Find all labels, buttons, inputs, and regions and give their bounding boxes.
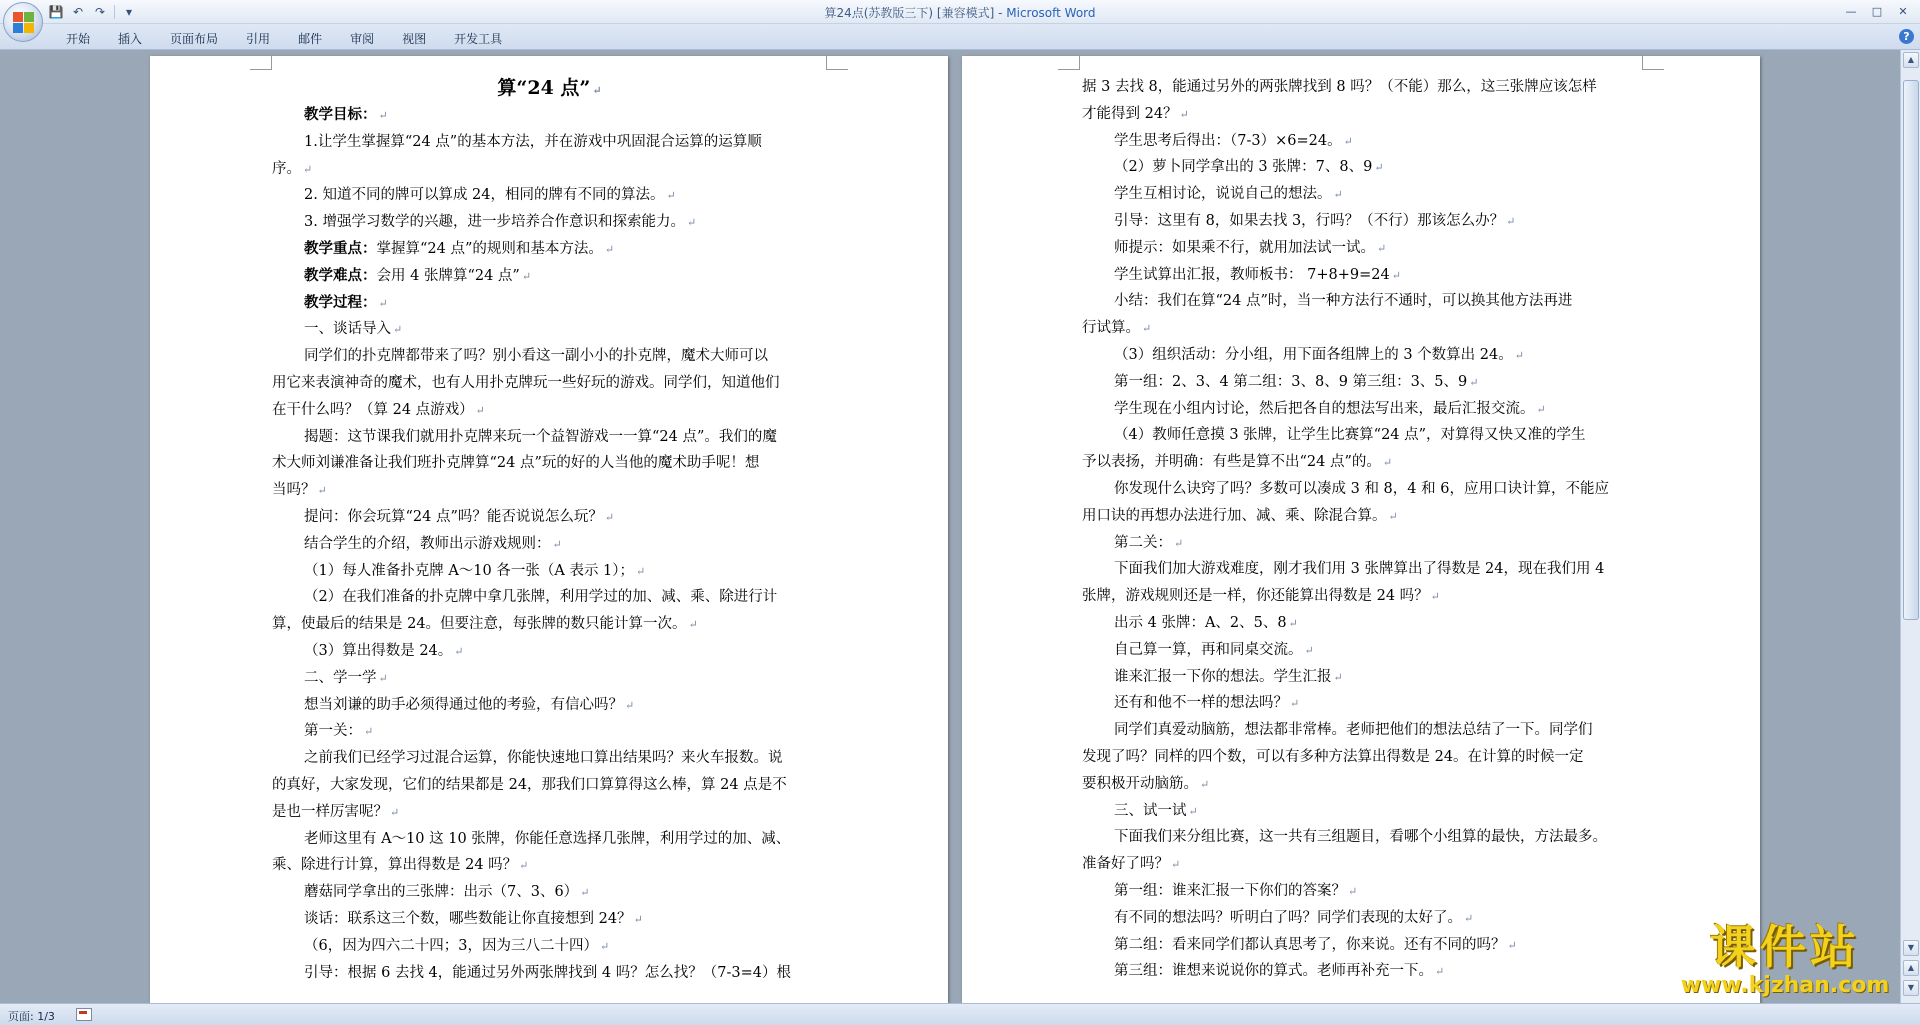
paragraph-mark: ↵	[1430, 590, 1440, 604]
line-text: 教学过程：	[304, 293, 377, 311]
paragraph-mark: ↵	[552, 537, 562, 551]
line-body: 会用 4 张牌算“24 点”	[376, 267, 520, 284]
document-line	[1082, 208, 1637, 235]
document-line	[1082, 530, 1637, 557]
title-separator: -	[998, 6, 1007, 20]
line-text: 第二关：	[1114, 534, 1172, 551]
paragraph-mark: ↵	[1374, 161, 1384, 175]
paragraph-mark: ↵	[378, 296, 388, 310]
paragraph-mark: ↵	[393, 323, 403, 337]
document-line	[1082, 74, 1637, 101]
document-title: 算24点(苏教版三下) [兼容模式]	[824, 6, 995, 20]
line-text: 在干什么吗？（算 24 点游戏）	[272, 401, 474, 418]
line-text: 第三组：谁想来说说你的算式。老师再补充一下。	[1114, 963, 1433, 980]
document-line	[272, 182, 827, 209]
paragraph-mark: ↵	[1290, 697, 1300, 711]
document-line	[272, 504, 827, 531]
document-line	[1082, 905, 1637, 932]
ribbon-tab[interactable]: 开发工具	[454, 32, 503, 46]
document-area[interactable]	[0, 50, 1900, 1003]
ribbon-tab[interactable]: 页面布局	[170, 32, 219, 46]
document-line	[272, 960, 827, 987]
line-text: 才能得到 24？	[1082, 105, 1178, 122]
document-line	[272, 290, 827, 317]
paragraph-mark: ↵	[454, 644, 464, 658]
document-line	[1082, 235, 1637, 262]
line-text: 蘑菇同学拿出的三张牌：出示（7、3、6）	[304, 884, 579, 901]
scroll-up-icon[interactable]: ▲	[1903, 52, 1919, 68]
office-button[interactable]	[3, 2, 43, 42]
paragraph-mark: ↵	[686, 216, 697, 230]
document-line	[1082, 262, 1637, 289]
document-heading	[272, 74, 827, 102]
document-line	[272, 692, 827, 719]
line-text: 学生思考后得出：（7-3）×6=24。	[1114, 132, 1342, 149]
paragraph-mark: ↵	[475, 403, 485, 417]
line-text: 同学们真爱动脑筋，想法都非常棒。老师把他们的想法总结了一下。同学们	[1114, 722, 1593, 739]
document-line	[272, 209, 827, 236]
window-title	[0, 4, 1920, 21]
line-text: 是也一样厉害呢？	[272, 803, 388, 820]
line-text: 教学目标：	[304, 106, 377, 123]
office-logo-icon	[13, 12, 35, 34]
undo-icon[interactable]: ↶	[72, 5, 84, 19]
paragraph-mark: ↵	[378, 671, 388, 685]
document-line	[272, 424, 827, 451]
document-line	[272, 370, 827, 397]
paragraph-mark: ↵	[1304, 643, 1314, 657]
document-line	[272, 236, 827, 263]
paragraph-mark: ↵	[604, 242, 615, 256]
line-text: 序。	[272, 160, 301, 177]
line-text: 予以表扬，并明确：有些是算不出“24 点”的。	[1082, 454, 1381, 471]
line-text: 据 3 去找 8，能通过另外的两张牌找到 8 吗？（不能）那么，这三张牌应该怎样	[1082, 79, 1597, 95]
document-line	[1082, 101, 1637, 128]
minimize-icon[interactable]: —	[1845, 4, 1857, 18]
paragraph-mark: ↵	[592, 84, 602, 97]
ribbon	[0, 24, 1920, 50]
paragraph-mark: ↵	[521, 269, 532, 283]
line-text: 自己算一算，再和同桌交流。	[1114, 641, 1303, 658]
line-text: （3）算出得数是 24。	[304, 642, 453, 659]
ribbon-tab[interactable]: 邮件	[298, 32, 323, 46]
document-line	[1082, 637, 1637, 664]
document-line	[272, 799, 827, 826]
line-text: 还有和他不一样的想法吗？	[1114, 695, 1288, 712]
page-indicator[interactable]: 页面: 1/3	[8, 1010, 55, 1023]
document-line	[272, 665, 827, 692]
document-line	[272, 477, 827, 504]
paragraph-mark: ↵	[390, 805, 400, 819]
line-text: 第二组：看来同学们都认真思考了，你来说。还有不同的吗？	[1114, 936, 1506, 953]
paragraph-mark: ↵	[666, 189, 676, 203]
line-text: 学生试算出汇报，教师板书： 7+8+9=24	[1114, 266, 1390, 283]
line-text: 行试算。	[1082, 320, 1140, 337]
line-text: 揭题：这节课我们就用扑克牌来玩一个益智游戏一一算“24 点”。我们的魔	[304, 428, 777, 445]
document-line	[272, 584, 827, 611]
line-text: 3. 增强学习数学的兴趣，进一步培养合作意识和探索能力。	[304, 214, 685, 231]
document-line	[272, 638, 827, 665]
line-text: 学生现在小组内讨论，然后把各自的想法写出来，最后汇报交流。	[1114, 400, 1535, 417]
line-text: 三、试一试	[1114, 802, 1187, 819]
document-line	[1082, 824, 1637, 851]
document-line	[272, 450, 827, 477]
ribbon-tab[interactable]: 开始	[66, 32, 91, 46]
document-line	[1082, 771, 1637, 798]
page-content	[272, 74, 827, 986]
document-line	[1082, 396, 1637, 423]
document-line	[272, 906, 827, 933]
paragraph-mark: ↵	[1171, 858, 1181, 872]
paragraph-mark: ↵	[1391, 268, 1401, 282]
vertical-scrollbar[interactable]	[1900, 50, 1920, 1003]
line-text: 准备好了吗？	[1082, 856, 1169, 873]
document-line	[272, 852, 827, 879]
close-icon[interactable]: ✕	[1898, 4, 1908, 18]
line-text: 想当刘谦的助手必须得通过他的考验，有信心吗？	[304, 696, 623, 713]
paragraph-mark: ↵	[1507, 938, 1517, 952]
help-icon[interactable]: ?	[1899, 29, 1914, 44]
paragraph-mark: ↵	[1469, 375, 1479, 389]
line-text: 的真好，大家发现，它们的结果都是 24，那我们口算算得这么棒，算 24 点是不	[272, 776, 787, 793]
line-text: 第一关：	[304, 723, 362, 740]
next-page-icon[interactable]: ▼	[1903, 980, 1919, 996]
maximize-icon[interactable]: □	[1871, 4, 1883, 18]
status-bar	[0, 1003, 1920, 1025]
line-text: 老师这里有 A～10 这 10 张牌，你能任意选择几张牌，利用学过的加、减、	[304, 830, 791, 847]
document-line	[1082, 717, 1637, 744]
paragraph-mark: ↵	[1179, 107, 1189, 121]
paragraph-mark: ↵	[1506, 214, 1516, 228]
paragraph-mark: ↵	[1382, 456, 1393, 470]
paragraph-mark: ↵	[1188, 804, 1198, 818]
line-text	[304, 268, 520, 284]
paragraph-mark: ↵	[519, 859, 529, 873]
previous-page-icon[interactable]: ▲	[1903, 960, 1919, 976]
paragraph-mark: ↵	[1388, 509, 1398, 523]
document-line	[1082, 128, 1637, 155]
line-text: 之前我们已经学习过混合运算，你能快速地口算出结果吗？来火车报数。说	[304, 750, 783, 767]
line-text: （2）萝卜同学拿出的 3 张牌：7、8、9	[1114, 159, 1373, 176]
document-line	[1082, 449, 1637, 476]
paragraph-mark: ↵	[1333, 188, 1343, 202]
scroll-thumb[interactable]	[1903, 80, 1919, 620]
paragraph-mark: ↵	[1514, 348, 1524, 362]
paragraph-mark: ↵	[1348, 884, 1358, 898]
line-label: 教学难点：	[304, 266, 377, 284]
window-controls	[1840, 2, 1914, 20]
line-text: 下面我们加大游戏难度，刚才我们用 3 张牌算出了得数是 24，现在我们用 4	[1114, 561, 1605, 578]
line-text: （2）在我们准备的扑克牌中拿几张牌，利用学过的加、减、乘、除进行计	[304, 589, 778, 606]
line-text: （3）组织活动：分小组，用下面各组牌上的 3 个数算出 24。	[1114, 346, 1513, 363]
document-line	[1082, 288, 1637, 315]
line-text: 师提示：如果乘不行，就用加法试一试。	[1114, 239, 1375, 256]
document-line	[1082, 664, 1637, 691]
document-line	[272, 316, 827, 343]
line-text: 出示 4 张牌：A、2、5、8	[1114, 614, 1287, 631]
document-line	[272, 879, 827, 906]
line-text: 引导：这里有 8，如果去找 3，行吗？（不行）那该怎么办？	[1114, 212, 1505, 229]
paragraph-mark: ↵	[303, 162, 313, 176]
page-content	[1082, 74, 1637, 985]
document-line	[1082, 503, 1637, 530]
line-text: （4）教师任意摸 3 张牌，让学生比赛算“24 点”，对算得又快又准的学生	[1114, 427, 1586, 444]
paragraph-mark: ↵	[1200, 777, 1210, 791]
paragraph-mark: ↵	[1142, 322, 1152, 336]
ribbon-tab[interactable]: 审阅	[350, 32, 375, 46]
document-heading-text: 算“24 点”	[497, 77, 591, 99]
document-line	[272, 343, 827, 370]
line-text: 结合学生的介绍，教师出示游戏规则：	[304, 535, 551, 552]
line-label: 教学重点：	[304, 239, 377, 257]
document-line	[1082, 744, 1637, 771]
document-line	[272, 263, 827, 290]
paragraph-mark: ↵	[1435, 965, 1445, 979]
document-line	[1082, 342, 1637, 369]
line-body: 掌握算“24 点”的规则和基本方法。	[376, 240, 603, 257]
paragraph-mark: ↵	[1333, 670, 1343, 684]
document-line	[272, 156, 827, 183]
line-text: 发现了吗？同样的四个数，可以有多种方法算出得数是 24。在计算的时候一定	[1082, 748, 1584, 765]
page-left[interactable]	[150, 56, 948, 1003]
line-text: 下面我们来分组比赛，这一共有三组题目，看哪个小组算的最快，方法最多。	[1114, 829, 1607, 846]
paragraph-mark: ↵	[317, 484, 327, 498]
line-text: 术大师刘谦准备让我们班扑克牌算“24 点”玩的好的人当他的魔术助手呢！想	[272, 455, 760, 472]
crop-mark	[826, 56, 848, 70]
document-line	[272, 826, 827, 853]
document-line	[1082, 932, 1637, 959]
document-line	[1082, 556, 1637, 583]
save-icon[interactable]: 💾	[48, 5, 64, 19]
crop-mark	[1642, 56, 1664, 70]
paragraph-mark: ↵	[1174, 536, 1184, 550]
line-text: 第一组：2、3、4 第二组：3、8、9 第三组：3、5、9	[1114, 373, 1468, 390]
document-line	[1082, 958, 1637, 985]
document-line	[1082, 154, 1637, 181]
line-text: 当吗？	[272, 482, 316, 499]
line-text: 一、谈话导入	[304, 321, 391, 338]
ribbon-tab[interactable]: 视图	[402, 32, 427, 46]
dropdown-icon[interactable]: ▾	[125, 5, 133, 19]
paragraph-mark: ↵	[580, 886, 590, 900]
line-text: 用口诀的再想办法进行加、减、乘、除混合算。	[1082, 507, 1387, 524]
document-line	[1082, 878, 1637, 905]
document-line	[1082, 422, 1637, 449]
line-text: 第一组：谁来汇报一下你们的答案？	[1114, 882, 1346, 899]
line-text: 提问：你会玩算“24 点”吗？能否说说怎么玩？	[304, 508, 603, 525]
document-line	[1082, 583, 1637, 610]
page-right[interactable]	[962, 56, 1760, 1003]
line-text	[304, 241, 603, 257]
document-line	[272, 611, 827, 638]
document-line	[1082, 315, 1637, 342]
paragraph-list	[1082, 74, 1637, 985]
document-line	[272, 102, 827, 129]
document-line	[1082, 690, 1637, 717]
paragraph-mark: ↵	[625, 698, 635, 712]
line-text: 要积极开动脑筋。	[1082, 775, 1198, 792]
paragraph-mark: ↵	[364, 725, 374, 739]
ribbon-tabs	[52, 28, 516, 49]
watermark-brand: 课件站	[1710, 920, 1860, 974]
title-bar	[0, 0, 1920, 24]
paragraph-mark: ↵	[1536, 402, 1546, 416]
document-line	[272, 129, 827, 156]
line-text: 乘、除进行计算，算出得数是 24 吗？	[272, 857, 518, 874]
paragraph-list	[272, 102, 827, 986]
line-text: 二、学一学	[304, 669, 377, 686]
proofing-icon[interactable]	[76, 1008, 92, 1021]
line-text: 2. 知道不同的牌可以算成 24，相同的牌有不同的算法。	[304, 187, 665, 204]
ribbon-tab[interactable]: 插入	[118, 32, 143, 46]
line-text: 有不同的想法吗？听明白了吗？同学们表现的太好了。	[1114, 909, 1462, 926]
paragraph-mark: ↵	[1288, 616, 1298, 630]
document-line	[272, 745, 827, 772]
crop-mark	[250, 56, 272, 70]
paragraph-mark: ↵	[378, 109, 388, 122]
crop-mark	[1058, 56, 1080, 70]
document-line	[272, 933, 827, 960]
line-text: 引导：根据 6 去找 4，能通过另外两张牌找到 4 吗？怎么找？（7-3=4）根	[304, 964, 791, 981]
paragraph-mark: ↵	[1343, 134, 1353, 148]
app-name: Microsoft Word	[1006, 6, 1096, 20]
line-text: （1）每人准备扑克牌 A～10 各一张（A 表示 1）；	[304, 562, 635, 579]
line-text: 张牌，游戏规则还是一样，你还能算出得数是 24 吗？	[1082, 588, 1429, 605]
line-text: 算，使最后的结果是 24。但要注意，每张牌的数只能计算一次。	[272, 616, 687, 633]
line-text: 谈话：联系这三个数，哪些数能让你直接想到 24？	[304, 910, 632, 927]
line-text: 你发现什么诀窍了吗？多数可以凑成 3 和 8，4 和 6，应用口诀计算，不能应	[1114, 480, 1609, 497]
watermark-url: www.kjzhan.com	[1680, 973, 1890, 998]
ribbon-tab[interactable]: 引用	[246, 32, 271, 46]
document-line	[272, 558, 827, 585]
document-line	[272, 531, 827, 558]
document-line	[1082, 181, 1637, 208]
line-text: 用它来表演神奇的魔术，也有人用扑克牌玩一些好玩的游戏。同学们，知道他们	[272, 374, 780, 391]
document-line	[272, 772, 827, 799]
paragraph-mark: ↵	[1377, 241, 1387, 255]
scroll-down-icon[interactable]: ▼	[1903, 940, 1919, 956]
document-line	[1082, 610, 1637, 637]
paragraph-mark: ↵	[636, 564, 646, 578]
paragraph-mark: ↵	[633, 912, 643, 926]
line-text: （6，因为四六二十四；3，因为三八二十四）	[304, 937, 598, 954]
line-text: 1.让学生掌握算“24 点”的基本方法，并在游戏中巩固混合运算的运算顺	[304, 133, 762, 150]
paragraph-mark: ↵	[599, 939, 610, 953]
document-line	[1082, 851, 1637, 878]
document-line	[272, 397, 827, 424]
document-line	[1082, 798, 1637, 825]
document-line	[272, 718, 827, 745]
paragraph-mark: ↵	[688, 618, 698, 632]
line-text: 小结：我们在算“24 点”时，当一种方法行不通时，可以换其他方法再进	[1114, 293, 1573, 310]
line-text: 同学们的扑克牌都带来了吗？别小看这一副小小的扑克牌，魔术大师可以	[304, 348, 768, 365]
watermark	[1660, 920, 1910, 998]
document-line	[1082, 476, 1637, 503]
line-text: 谁来汇报一下你的想法。学生汇报	[1114, 668, 1332, 685]
paragraph-mark: ↵	[604, 510, 615, 524]
paragraph-mark: ↵	[1464, 911, 1474, 925]
redo-icon[interactable]: ↷	[94, 5, 106, 19]
line-text: 学生互相讨论，说说自己的想法。	[1114, 186, 1332, 203]
document-line	[1082, 369, 1637, 396]
